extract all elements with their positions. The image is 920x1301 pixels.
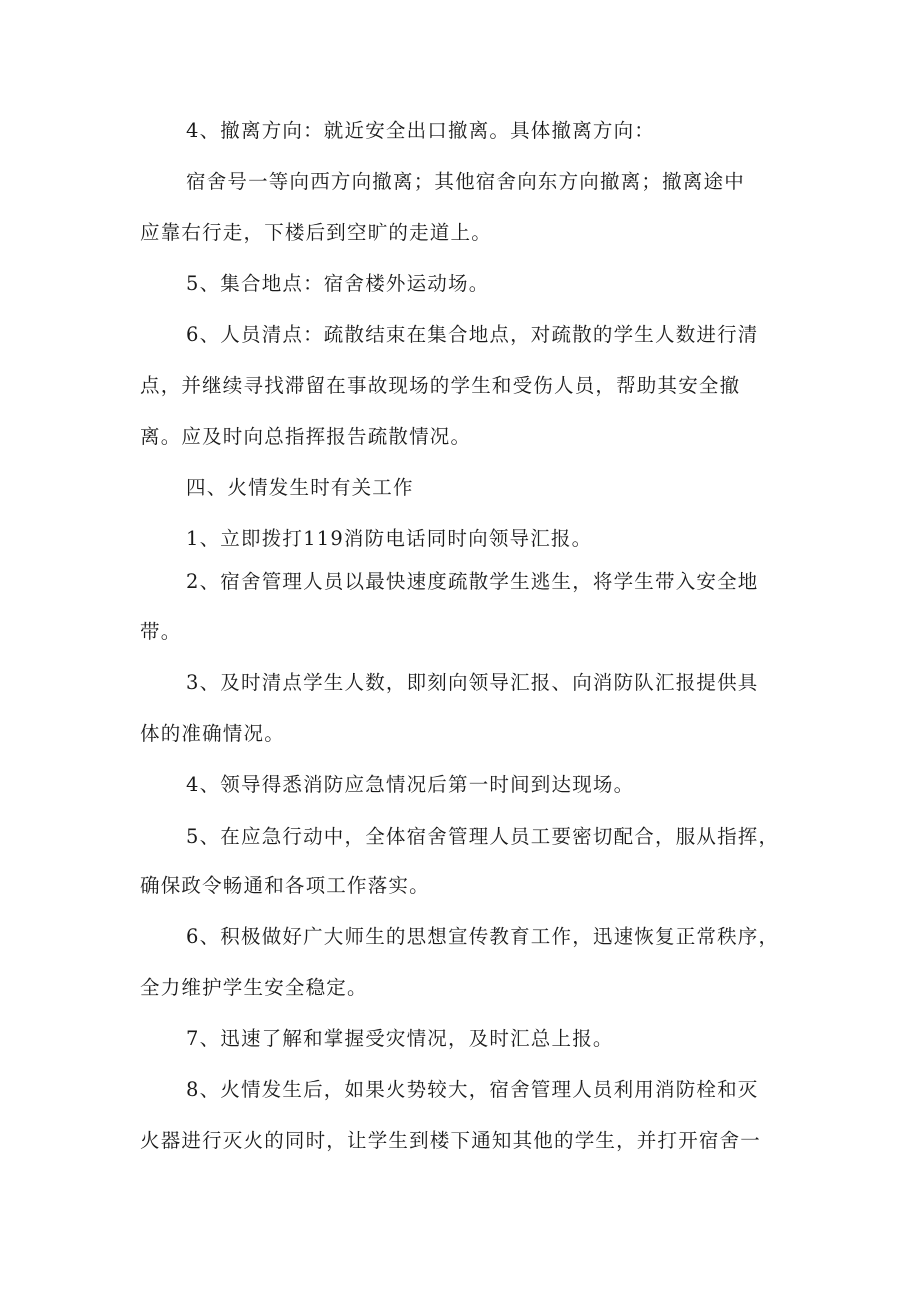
paragraph-continuation — [0, 361, 920, 411]
text-line: 2、宿舍管理人员以最快速度疏散学生逃生，将学生带入安全地 — [186, 570, 759, 593]
text-line: 全力维护学生安全稳定。 — [140, 976, 368, 999]
paragraph-continuation — [0, 607, 920, 657]
text-line: 8、火情发生后，如果火势较大，宿舍管理人员利用消防栓和灭 — [186, 1078, 759, 1101]
paragraph-item-4 — [0, 760, 920, 810]
paragraph-continuation — [0, 412, 920, 462]
paragraph-evacuation-direction-detail — [0, 157, 920, 207]
text-line: 体的准确情况。 — [140, 722, 285, 745]
paragraph-assembly-point — [0, 259, 920, 309]
paragraph-continuation — [0, 208, 920, 258]
text-line: 点，并继续寻找滞留在事故现场的学生和受伤人员，帮助其安全撤 — [140, 374, 741, 397]
paragraph-item-2 — [0, 557, 920, 607]
paragraph-item-3 — [0, 658, 920, 708]
text-line: 1、立即拨打119消防电话同时向领导汇报。 — [186, 527, 593, 550]
paragraph-headcount — [0, 310, 920, 360]
paragraph-continuation — [0, 963, 920, 1013]
text-line: 6、人员清点：疏散结束在集合地点，对疏散的学生人数进行清 — [186, 323, 759, 346]
text-line: 5、在应急行动中，全体宿舍管理人员工要密切配合，服从指挥， — [186, 825, 780, 848]
text-line: 5、集合地点：宿舍楼外运动场。 — [186, 272, 490, 295]
paragraph-item-8 — [0, 1065, 920, 1115]
text-line: 宿舍号一等向西方向撤离；其他宿舍向东方向撤离；撤离途中 — [186, 170, 745, 193]
paragraph-continuation — [0, 709, 920, 759]
paragraph-continuation — [0, 861, 920, 911]
text-line: 应靠右行走，下楼后到空旷的走道上。 — [140, 221, 492, 244]
text-line: 火器进行灭火的同时，让学生到楼下通知其他的学生，并打开宿舍一 — [140, 1129, 762, 1152]
text-line: 6、积极做好广大师生的思想宣传教育工作，迅速恢复正常秩序， — [186, 925, 780, 948]
paragraph-continuation — [0, 1116, 920, 1166]
text-line: 确保政令畅通和各项工作落实。 — [140, 874, 430, 897]
text-line: 带。 — [140, 620, 182, 643]
text-line: 离。应及时向总指挥报告疏散情况。 — [140, 425, 472, 448]
section-heading-fire-response — [0, 463, 920, 513]
paragraph-item-7 — [0, 1014, 920, 1064]
paragraph-item-6 — [0, 912, 920, 962]
paragraph-item-5 — [0, 812, 920, 862]
paragraph-evacuation-direction — [0, 106, 920, 156]
text-line: 四、火情发生时有关工作 — [186, 476, 414, 499]
text-line: 4、领导得悉消防应急情况后第一时间到达现场。 — [186, 773, 635, 796]
text-line: 3、及时清点学生人数，即刻向领导汇报、向消防队汇报提供具 — [186, 671, 759, 694]
text-line: 7、迅速了解和掌握受灾情况，及时汇总上报。 — [186, 1027, 614, 1050]
text-line: 4、撤离方向：就近安全出口撤离。具体撤离方向： — [186, 119, 656, 142]
